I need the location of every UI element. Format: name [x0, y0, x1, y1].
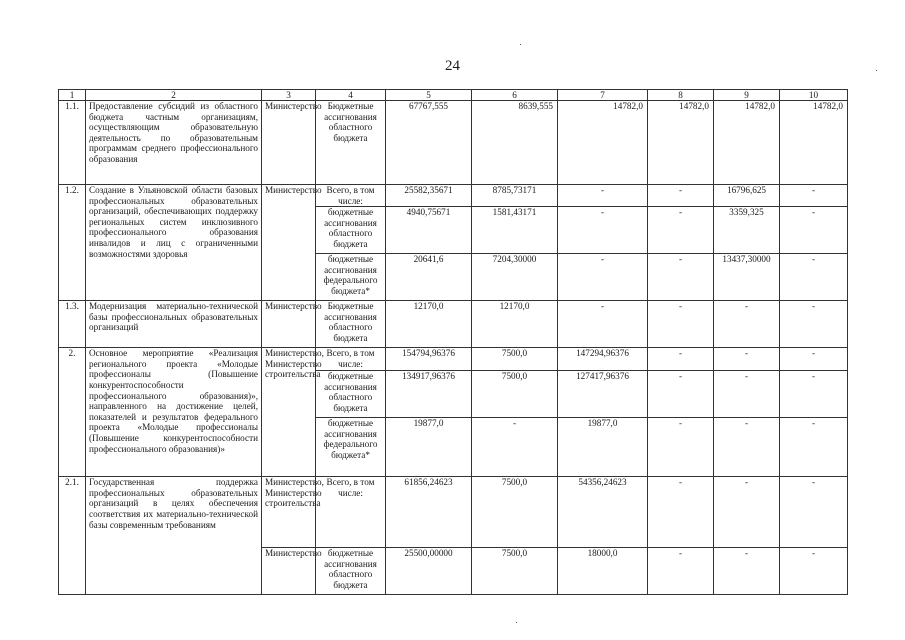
value-cell: 14782,0: [714, 101, 780, 185]
value-cell: -: [780, 254, 848, 301]
value-cell: 154794,96376: [386, 348, 472, 371]
value-cell: -: [558, 254, 648, 301]
value-cell: 3359,325: [714, 207, 780, 254]
value-cell: 14782,0: [780, 101, 848, 185]
executor: Министерство, Министерство строительства: [262, 477, 316, 548]
value-cell: -: [648, 418, 714, 477]
value-cell: -: [714, 548, 780, 595]
value-cell: 7500,0: [472, 348, 558, 371]
column-header: 10: [780, 90, 848, 101]
row-number: 2.1.: [59, 477, 86, 595]
value-cell: -: [714, 477, 780, 548]
table-row: [59, 301, 848, 348]
value-cell: 12170,0: [472, 301, 558, 348]
value-cell: 8639,555: [472, 101, 558, 185]
value-cell: 4940,75671: [386, 207, 472, 254]
value-cell: 7204,30000: [472, 254, 558, 301]
value-cell: -: [780, 207, 848, 254]
page-number: 24: [445, 58, 460, 74]
funding-source: бюджетные ассигнования областного бюджета: [316, 207, 386, 254]
value-cell: -: [558, 207, 648, 254]
value-cell: 127417,96376: [558, 371, 648, 418]
activity-name: Модернизация материально-технической базы профессиональных образовательных организаций: [86, 301, 262, 348]
column-header-row: [59, 90, 848, 101]
value-cell: 147294,96376: [558, 348, 648, 371]
executor: Министерство: [262, 101, 316, 185]
executor: Министерство: [262, 185, 316, 301]
column-header: 5: [386, 90, 472, 101]
value-cell: -: [714, 418, 780, 477]
value-cell: 7500,0: [472, 548, 558, 595]
row-number: 1.1.: [59, 101, 86, 185]
budget-table: [58, 89, 848, 595]
value-cell: 8785,73171: [472, 185, 558, 207]
activity-name: Основное мероприятие «Реализация регионального проекта «Молодые профессионалы (Повышение конкурентоспособности профессионального образования)», направленного на достижение целей, показателей и результатов федерального проекта «Молодые профессионалы (Повышение конкурентоспособности профессионального образования)»: [86, 348, 262, 477]
activity-name: Предоставление субсидий из областного бюджета частным организациям, осуществляющим образовательную деятельность по образовательным программам среднего профессионального образования: [86, 101, 262, 185]
executor: Министерство, Министерство строительства: [262, 348, 316, 477]
value-cell: -: [714, 301, 780, 348]
funding-source: бюджетные ассигнования федерального бюджета*: [316, 418, 386, 477]
funding-source: Всего, в том числе:: [316, 185, 386, 207]
value-cell: 54356,24623: [558, 477, 648, 548]
value-cell: 7500,0: [472, 371, 558, 418]
value-cell: -: [780, 418, 848, 477]
value-cell: -: [780, 548, 848, 595]
value-cell: -: [648, 548, 714, 595]
value-cell: 18000,0: [558, 548, 648, 595]
value-cell: -: [648, 207, 714, 254]
column-header: 2: [86, 90, 262, 101]
value-cell: 1581,43171: [472, 207, 558, 254]
value-cell: -: [780, 301, 848, 348]
column-header: 9: [714, 90, 780, 101]
column-header: 4: [316, 90, 386, 101]
value-cell: 19877,0: [558, 418, 648, 477]
funding-source: Бюджетные ассигнования областного бюджета: [316, 101, 386, 185]
activity-name: Государственная поддержка профессиональных образовательных организаций в целях обеспечения соответствия их материально-технической базы современным требованиям: [86, 477, 262, 595]
column-header: 1: [59, 90, 86, 101]
row-number: 1.2.: [59, 185, 86, 301]
value-cell: -: [648, 254, 714, 301]
activity-name: Создание в Ульяновской области базовых профессиональных образовательных организаций, обеспечивающих поддержку региональных систем инклюзивного профессионального образования инвалидов и лиц с ограниченными возможностями здоровья: [86, 185, 262, 301]
value-cell: -: [780, 185, 848, 207]
value-cell: 14782,0: [648, 101, 714, 185]
value-cell: 12170,0: [386, 301, 472, 348]
value-cell: 20641,6: [386, 254, 472, 301]
value-cell: 19877,0: [386, 418, 472, 477]
value-cell: -: [780, 477, 848, 548]
row-number: 2.: [59, 348, 86, 477]
value-cell: 134917,96376: [386, 371, 472, 418]
scan-speck: [876, 70, 877, 71]
value-cell: -: [714, 371, 780, 418]
value-cell: -: [648, 301, 714, 348]
value-cell: 61856,24623: [386, 477, 472, 548]
funding-source: Бюджетные ассигнования областного бюджета: [316, 301, 386, 348]
value-cell: -: [648, 185, 714, 207]
value-cell: -: [558, 301, 648, 348]
executor: Министерство: [262, 548, 316, 595]
column-header: 6: [472, 90, 558, 101]
column-header: 8: [648, 90, 714, 101]
value-cell: -: [558, 185, 648, 207]
value-cell: -: [472, 418, 558, 477]
scan-speck: [516, 622, 517, 623]
value-cell: 13437,30000: [714, 254, 780, 301]
value-cell: 25500,00000: [386, 548, 472, 595]
table-row: [59, 348, 848, 371]
scan-speck: [520, 44, 521, 45]
executor: Министерство: [262, 301, 316, 348]
column-header: 3: [262, 90, 316, 101]
table-row: [59, 101, 848, 185]
funding-source: бюджетные ассигнования областного бюджета: [316, 548, 386, 595]
value-cell: -: [648, 477, 714, 548]
value-cell: 14782,0: [558, 101, 648, 185]
value-cell: 7500,0: [472, 477, 558, 548]
row-number: 1.3.: [59, 301, 86, 348]
value-cell: -: [648, 348, 714, 371]
value-cell: -: [780, 371, 848, 418]
value-cell: 25582,35671: [386, 185, 472, 207]
funding-source: бюджетные ассигнования областного бюджета: [316, 371, 386, 418]
funding-source: Всего, в том числе:: [316, 477, 386, 548]
table-row: [59, 477, 848, 548]
funding-source: бюджетные ассигнования федерального бюджета*: [316, 254, 386, 301]
value-cell: -: [648, 371, 714, 418]
funding-source: Всего, в том числе:: [316, 348, 386, 371]
value-cell: 16796,625: [714, 185, 780, 207]
value-cell: -: [714, 348, 780, 371]
column-header: 7: [558, 90, 648, 101]
table-row: [59, 185, 848, 207]
value-cell: 67767,555: [386, 101, 472, 185]
value-cell: -: [780, 348, 848, 371]
